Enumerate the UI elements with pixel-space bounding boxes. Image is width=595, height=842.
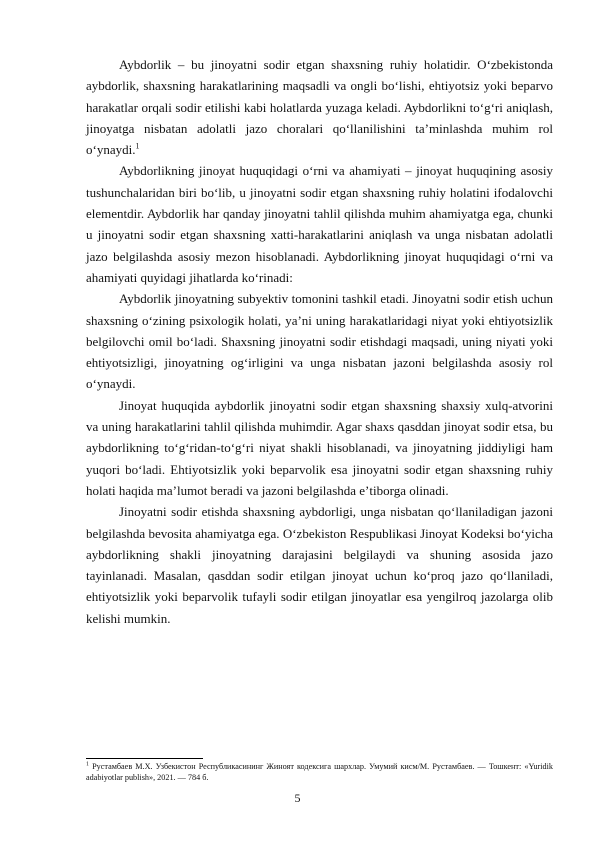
- footnote-reference[interactable]: 1: [135, 141, 140, 151]
- paragraph-4: Jinoyat huquqida aybdorlik jinoyatni sodir etgan shaxsning shaxsiy xulq-atvorini va uning harakatlarini tahlil qilishda muhimdir. Agar shaxs qasddan jinoyat sodir etsa, bu aybdorlikning toʻgʻridan-toʻgʻri niyat shakli hisoblanadi, va jinoyatning jiddiyligi ham yuqori boʻladi. Ehtiyotsizlik yoki beparvolik esa jinoyatni sodir etgan shaxsning ruhiy holati haqida maʼlumot beradi va jazoni belgilashda eʼtiborga olinadi.: [86, 397, 553, 498]
- paragraph-3: Aybdorlik jinoyatning subyektiv tomonini tashkil etadi. Jinoyatni sodir etish uchun shaxsning oʻzining psixologik holati, yaʼni uning harakatlaridagi niyat yoki ehtiyotsizlik belgilovchi omil boʻladi. Shaxsning jinoyatni sodir etishdagi maqsadi, uning niyati yoki ehtiyotsizligi, jinoyatning ogʻirligini va unga nisbatan jazoni belgilashda asosiy rol oʻynaydi.: [86, 291, 553, 392]
- footnote-number: 1: [86, 761, 89, 768]
- footnote-divider: [86, 758, 203, 759]
- paragraph-1: [86, 54, 553, 160]
- footnote-text: Рустамбаев М.Х. Узбекистон Республикасининг Жиноят кодексига шархлар. Умумий кисм/М. Рустамбаев. — Тошкент: «Yuridik adabiyotlar publish», 2021. — 784 б.: [86, 762, 554, 782]
- paragraph-5: Jinoyatni sodir etishda shaxsning aybdorligi, unga nisbatan qoʻllaniladigan jazoni belgilashda bevosita ahamiyatga ega. Oʻzbekiston Respublikasi Jinoyat Kodeksi boʻyicha aybdorlikning shakli jinoyatning darajasini belgilaydi va shuning asosida jazo tayinlanadi. Masalan, qasddan sodir etilgan jinoyat uchun koʻproq jazo qoʻllaniladi, ehtiyotsizlik yoki beparvolik tufayli sodir etilgan jinoyatlar esa yengilroq jazolarga olib kelishi mumkin.: [86, 504, 553, 626]
- page-number: 5: [294, 791, 301, 805]
- paragraph-1-text: Aybdorlik – bu jinoyatni sodir etgan shaxsning ruhiy holatidir. Oʻzbekistonda aybdorlik, shaxsning harakatlarining maqsadli va ongli boʻlishi, ehtiyotsiz yoki beparvo harakatlar orqali sodir etilishi kabi holatlarda yuzaga keladi. Aybdorlikni toʻgʻri aniqlash, jinoyatga nisbatan adolatli jazo choralari qoʻllanilishini taʼminlashda muhim rol oʻynaydi.: [86, 57, 553, 158]
- paragraph-2: Aybdorlikning jinoyat huquqidagi oʻrni va ahamiyati – jinoyat huquqining asosiy tushunchalaridan biri boʻlib, u jinoyatni sodir etgan shaxsning ruhiy holatini ifodalovchi elementdir. Aybdorlik har qanday jinoyatni tahlil qilishda muhim ahamiyatga ega, chunki u jinoyatni sodir etgan shaxsning xatti-harakatlarini aniqlash va unga nisbatan adolatli jazo belgilashda asosiy mezon hisoblanadi. Aybdorlikning jinoyat huquqidagi oʻrni va ahamiyati quyidagi jihatlarda koʻrinadi:: [86, 163, 553, 285]
- footnote: [86, 761, 553, 783]
- body-text: [86, 54, 553, 629]
